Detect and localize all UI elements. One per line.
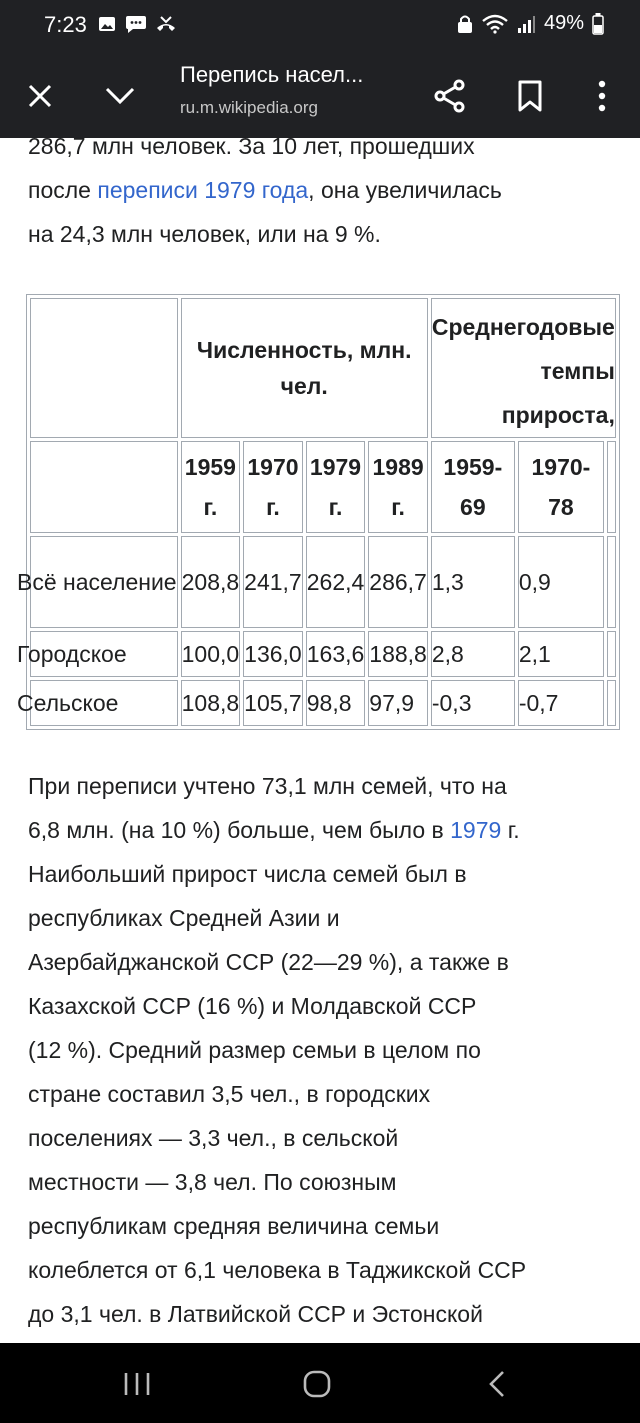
- text-line: республиках Средней Азии и: [28, 905, 340, 931]
- paragraph-intro: [28, 124, 618, 256]
- header-period: 1959-69: [431, 441, 515, 533]
- page-url: ru.m.wikipedia.org: [180, 98, 318, 117]
- header-period: 1970-78: [518, 441, 604, 533]
- close-icon: [27, 83, 53, 109]
- link-census-1979[interactable]: переписи 1979 года: [97, 177, 309, 203]
- text-line: 286,7 млн человек. За 10 лет, прошедших: [28, 133, 475, 159]
- row-label: Всё население: [30, 536, 178, 628]
- table-row: [30, 631, 616, 677]
- table-cell: 2,8: [431, 631, 515, 677]
- row-label: Городское: [30, 631, 178, 677]
- table-cell: 100,0: [181, 631, 241, 677]
- header-year: 1989 г.: [368, 441, 428, 533]
- text-line: местности — 3,8 чел. По союзным: [28, 1169, 397, 1195]
- paragraph-families: [28, 764, 618, 1336]
- text-line: [28, 808, 618, 852]
- table-cell: 286,7: [368, 536, 428, 628]
- table-cut-cell: [607, 631, 616, 677]
- home-button[interactable]: [292, 1359, 342, 1409]
- more-options-button[interactable]: [580, 72, 624, 120]
- bookmark-button[interactable]: [506, 72, 554, 120]
- text-line: республикам средняя величина семьи: [28, 1213, 440, 1239]
- text-line: (12 %). Средний размер семьи в целом по: [28, 1037, 481, 1063]
- back-icon: [487, 1369, 507, 1399]
- header-growth-rate: Среднегодовые темпы прироста,: [431, 298, 616, 438]
- missed-call-icon: [155, 14, 177, 34]
- table-cell: 262,4: [306, 536, 366, 628]
- table-cell: 136,0: [243, 631, 303, 677]
- vpn-icon: [456, 14, 474, 34]
- text-line: [28, 168, 618, 212]
- recent-apps-icon: [122, 1371, 152, 1397]
- text-line: колеблется от 6,1 человека в Таджикской ССР: [28, 1257, 527, 1283]
- chat-icon: [125, 14, 147, 34]
- table-cell: 108,8: [181, 680, 241, 726]
- wifi-icon: [482, 14, 508, 34]
- text-line: Азербайджанской ССР (22—29 %), а также в: [28, 949, 509, 975]
- back-button[interactable]: [472, 1359, 522, 1409]
- text-line: до 3,1 чел. в Латвийской ССР и Эстонской: [28, 1301, 483, 1327]
- table-cell: -0,7: [518, 680, 604, 726]
- header-year: 1970 г.: [243, 441, 303, 533]
- signal-icon: [516, 14, 536, 34]
- table-empty-cell: [30, 441, 178, 533]
- table-cell: 208,8: [181, 536, 241, 628]
- home-icon: [302, 1369, 332, 1399]
- table-cell: 188,8: [368, 631, 428, 677]
- battery-icon: [592, 13, 604, 35]
- header-population-count: Численность, млн. чел.: [181, 298, 428, 438]
- table-corner-cell: [30, 298, 178, 438]
- table-cell: 97,9: [368, 680, 428, 726]
- status-time: 7:23: [44, 12, 87, 37]
- article-content: [0, 133, 640, 1343]
- header-year: 1979 г.: [306, 441, 366, 533]
- table-cut-cell: [607, 536, 616, 628]
- text-line: поселениях — 3,3 чел., в сельской: [28, 1125, 399, 1151]
- text-line: При переписи учтено 73,1 млн семей, что на: [28, 773, 507, 799]
- bookmark-icon: [517, 80, 543, 112]
- table-row: [30, 680, 616, 726]
- table-scroll-container[interactable]: [0, 290, 614, 740]
- header-year: 1959 г.: [181, 441, 241, 533]
- chevron-down-icon: [105, 87, 135, 105]
- text-line: Наибольший прирост числа семей был в: [28, 861, 467, 887]
- table-cell: 2,1: [518, 631, 604, 677]
- row-label: Сельское: [30, 680, 178, 726]
- share-button[interactable]: [426, 72, 474, 120]
- recent-apps-button[interactable]: [112, 1359, 162, 1409]
- table-cell: 98,8: [306, 680, 366, 726]
- minimize-button[interactable]: [98, 74, 142, 118]
- table-cell: -0,3: [431, 680, 515, 726]
- close-button[interactable]: [18, 74, 62, 118]
- table-cell: 163,6: [306, 631, 366, 677]
- table-cut-cell: [607, 441, 616, 533]
- share-icon: [433, 79, 467, 113]
- table-cell: 0,9: [518, 536, 604, 628]
- text-line: на 24,3 млн человек, или на 9 %.: [28, 221, 381, 247]
- text-line: стране составил 3,5 чел., в городских: [28, 1081, 431, 1107]
- table-cell: 105,7: [243, 680, 303, 726]
- link-1979[interactable]: 1979: [450, 817, 502, 843]
- table-cell: 1,3: [431, 536, 515, 628]
- population-table: [17, 294, 620, 730]
- system-icons: [456, 12, 604, 35]
- text-fragment: после: [28, 177, 98, 203]
- text-fragment: г.: [501, 817, 520, 843]
- notification-icons: [97, 14, 177, 34]
- page-title: Перепись насел...: [180, 62, 364, 87]
- text-line: Казахской ССР (16 %) и Молдавской ССР: [28, 993, 477, 1019]
- table-cut-cell: [607, 680, 616, 726]
- status-bar: [0, 0, 640, 52]
- battery-percent: 49%: [543, 12, 584, 34]
- navigation-bar: [0, 1343, 640, 1423]
- table-cell: 241,7: [243, 536, 303, 628]
- text-fragment: , она увеличилась: [308, 177, 502, 203]
- table-row: [30, 536, 616, 628]
- more-vert-icon: [597, 80, 607, 112]
- gallery-icon: [97, 14, 117, 34]
- text-fragment: 6,8 млн. (на 10 %) больше, чем было в: [28, 817, 451, 843]
